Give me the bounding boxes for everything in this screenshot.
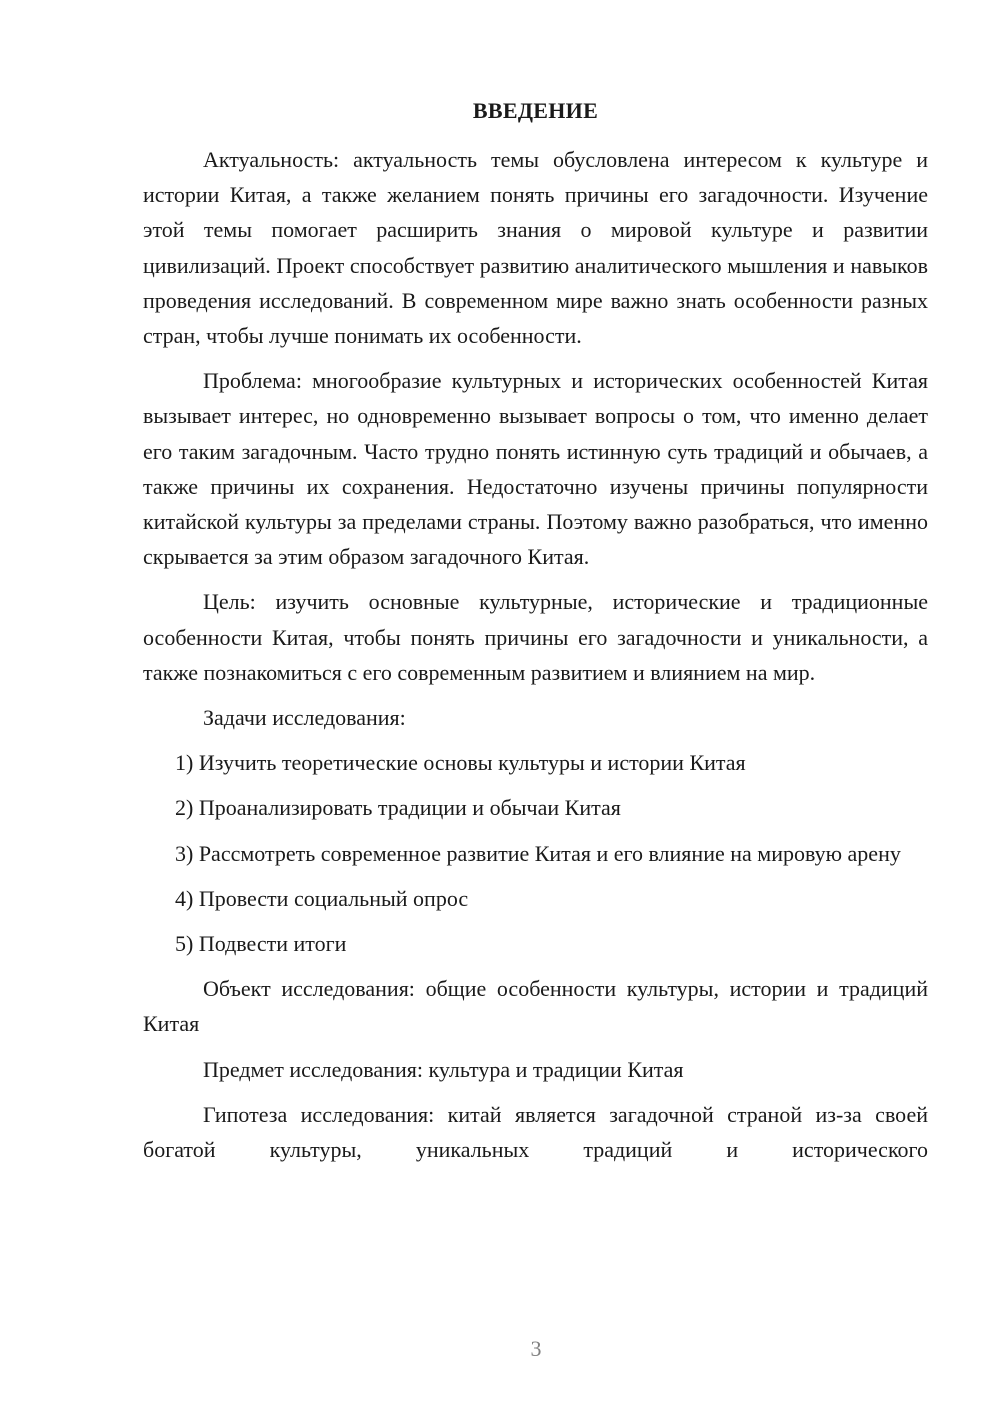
paragraph-goal: Цель: изучить основные культурные, исторические и традиционные особенности Китая, чтобы понять причины его загадочности и уникальности, а также познакомиться с его современным развитием и влиянием на мир. [143,589,928,685]
task-item-3: 3) Рассмотреть современное развитие Китая и его влияние на мировую арену [175,840,901,866]
task-item-4: 4) Провести социальный опрос [175,885,469,911]
task-item-5: 5) Подвести итоги [175,931,347,957]
page-number: 3 [530,1336,542,1361]
document-body [143,142,928,1167]
task-item-1: 1) Изучить теоретические основы культуры и истории Китая [175,750,746,776]
paragraph-tasks-heading: Задачи исследования: [203,705,406,731]
paragraph-hypothesis: Гипотеза исследования: китай является загадочной страной из-за своей богатой культуры, уникальных традиций и исторического [143,1101,928,1163]
paragraph-problem: Проблема: многообразие культурных и исторических особенностей Китая вызывает интерес, но одновременно вызывает вопросы о том, что именно делает его таким загадочным. Часто трудно понять истинную суть традиций и обычаев, а также причины их сохранения. Недостаточно изучены причины популярности китайской культуры за пределами страны. Поэтому важно разобраться, что именно скрывается за этим образом загадочного Китая. [143,368,928,570]
page-title: ВВЕДЕНИЕ [472,98,599,123]
task-item-2: 2) Проанализировать традиции и обычаи Китая [175,795,621,821]
paragraph-relevance: Актуальность: актуальность темы обусловлена интересом к культуре и истории Китая, а также желанием понять причины его загадочности. Изучение этой темы помогает расширить знания о мировой культуре и развитии цивилизаций. Проект способствует развитию аналитического мышления и навыков проведения исследований. В современном мире важно знать особенности разных стран, чтобы лучше понимать их особенности. [143,147,928,349]
paragraph-subject: Предмет исследования: культура и традиции Китая [203,1056,684,1082]
paragraph-object: Объект исследования: общие особенности культуры, истории и традиций Китая [143,976,928,1037]
